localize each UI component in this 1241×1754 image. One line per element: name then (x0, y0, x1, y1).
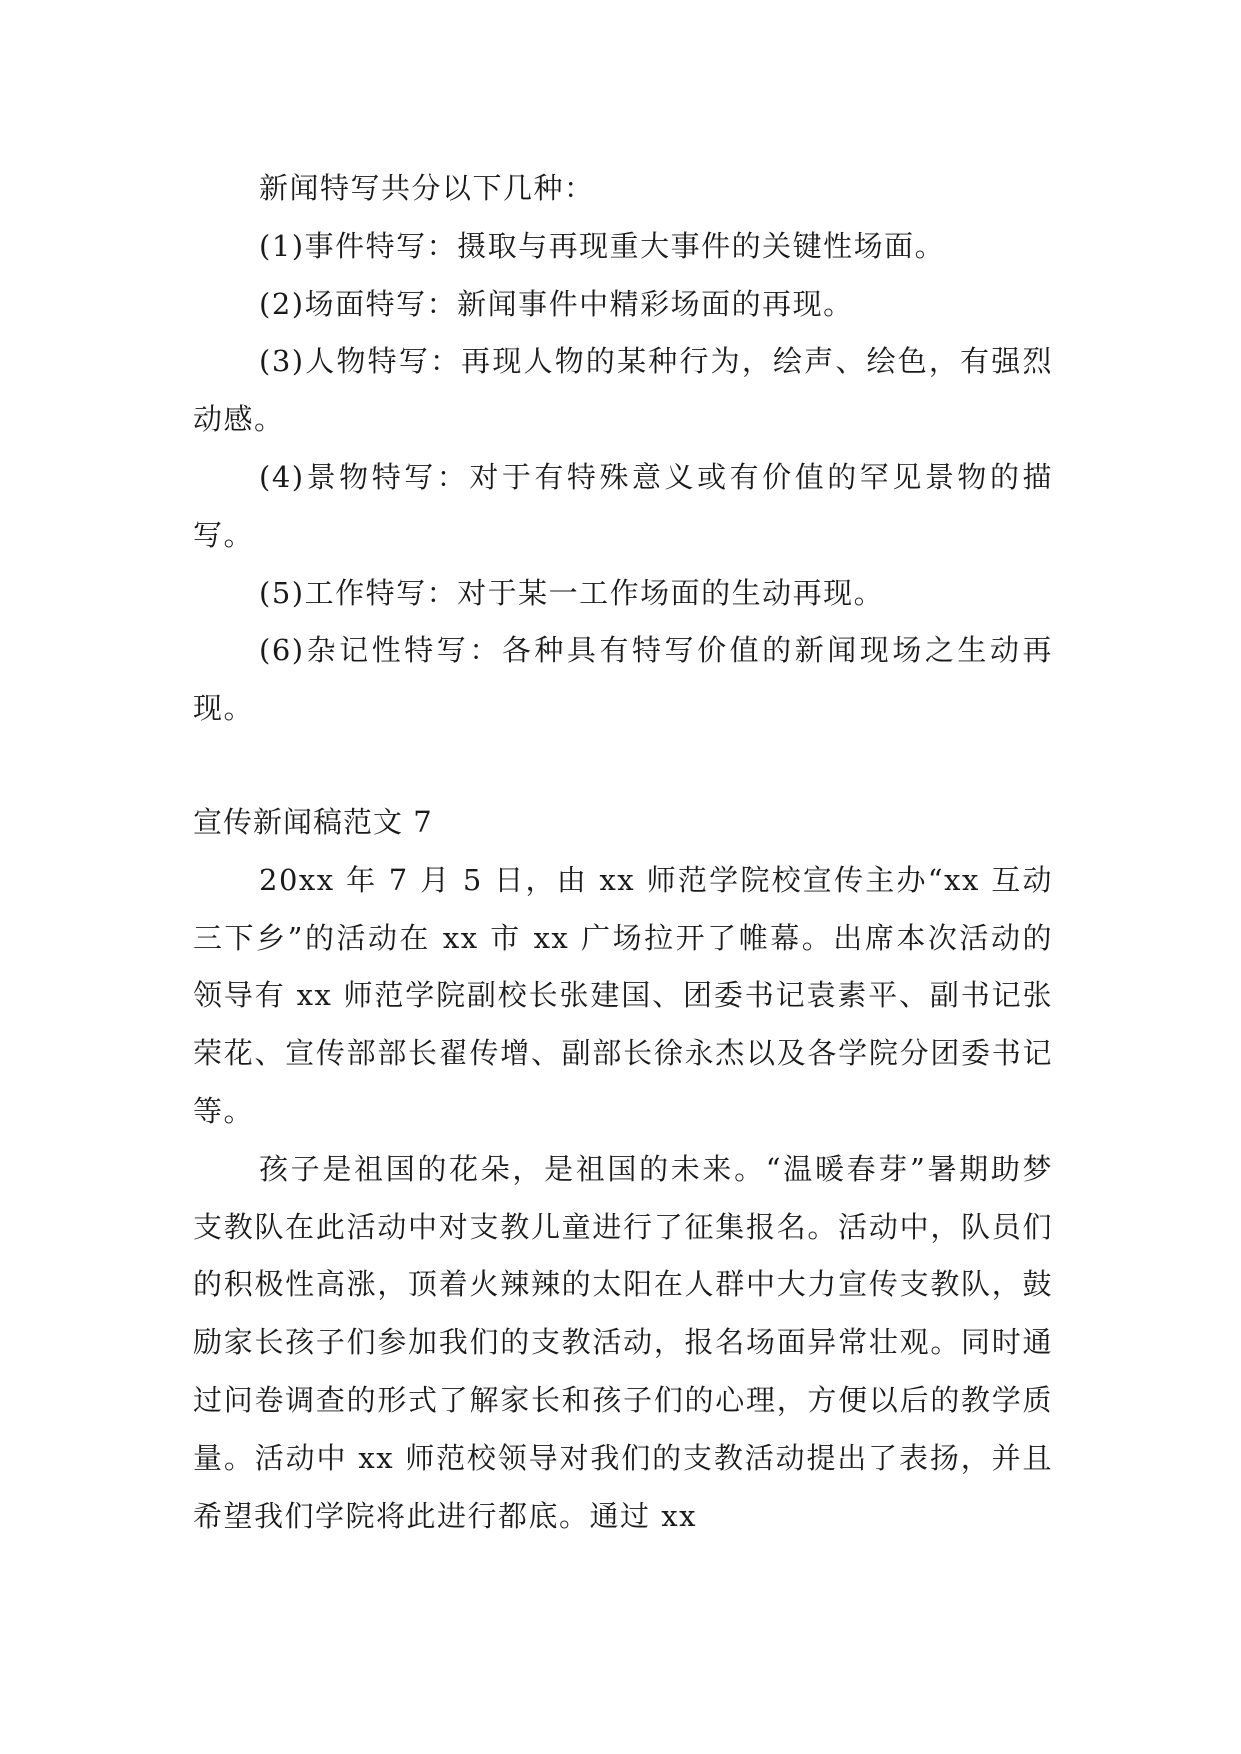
section-intro: 新闻特写共分以下几种： (259, 171, 595, 205)
list-item-5: (5)工作特写：对于某一工作场面的生动再现。 (259, 575, 885, 610)
section-title: 宣传新闻稿范文 7 (193, 804, 433, 839)
document-body (193, 160, 1053, 1545)
body-paragraph-2: 孩子是祖国的花朵，是祖国的未来。“温暖春芽”暑期助梦支教队在此活动中对支教儿童进行了征集报名。活动中，队员们的积极性高涨，顶着火辣辣的太阳在人群中大力宣传支教队，鼓励家长孩子们参加我们的支教活动，报名场面异常壮观。同时通过问卷调查的形式了解家长和孩子们的心理，方便以后的教学质量。活动中 xx 师范校领导对我们的支教活动提出了表扬，并且希望我们学院将此进行都底。通过 xx (193, 1151, 1053, 1533)
list-item-4: (4)景物特写：对于有特殊意义或有价值的罕见景物的描写。 (193, 459, 1053, 552)
body-paragraph-1: 20xx 年 7 月 5 日，由 xx 师范学院校宣传主办“xx 互动三下乡”的活动在 xx 市 xx 广场拉开了帷幕。出席本次活动的领导有 xx 师范学院副校长张建国、团委书记袁素平、副书记张荣花、宣传部部长翟传增、副部长徐永杰以及各学院分团委书记等。 (193, 862, 1053, 1128)
section-gap (193, 738, 1053, 794)
list-item-6: (6)杂记性特写：各种具有特写价值的新闻现场之生动再现。 (193, 633, 1053, 726)
list-item-2: (2)场面特写：新闻事件中精彩场面的再现。 (259, 286, 854, 321)
list-item-3: (3)人物特写：再现人物的某种行为，绘声、绘色，有强烈动感。 (193, 344, 1053, 437)
list-item-1: (1)事件特写：摄取与再现重大事件的关键性场面。 (259, 228, 946, 263)
